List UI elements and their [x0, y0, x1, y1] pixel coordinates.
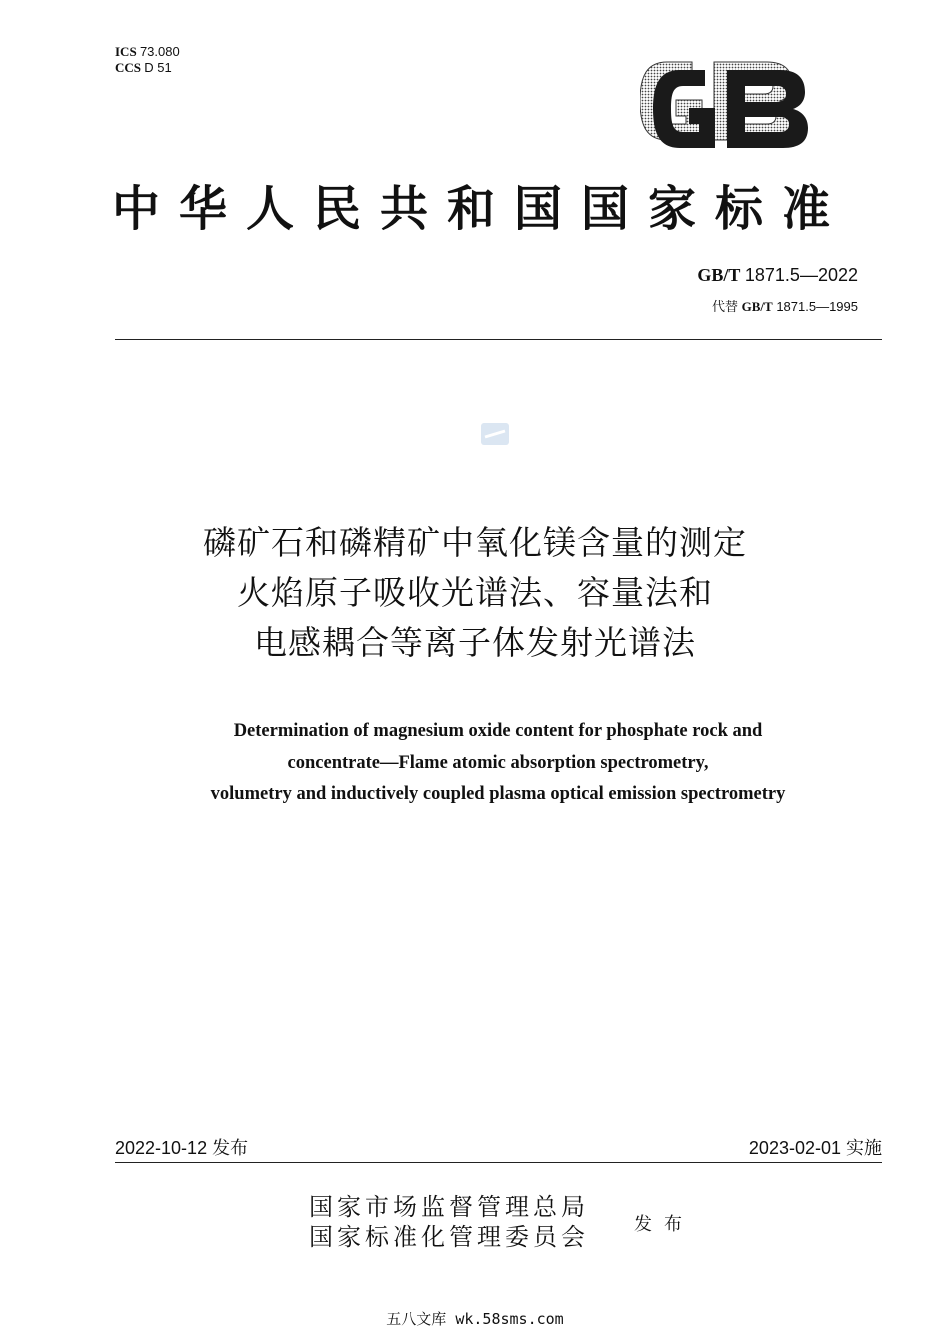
ccs-code: D 51 [144, 60, 172, 75]
footer-watermark: 五八文库 wk.58sms.com [386, 1310, 564, 1328]
issuer-1: 国家市场监督管理总局 [309, 1193, 589, 1221]
english-title-line-2: concentrate—Flame atomic absorption spectrometry, [287, 752, 709, 773]
english-title-line-3: volumetry and inductively coupled plasma optical emission spectrometry [210, 784, 786, 804]
english-title-line-1: Determination of magnesium oxide content for phosphate rock and [233, 721, 763, 741]
chinese-title [0, 518, 950, 668]
bottom-divider [115, 1162, 882, 1163]
ccs-label: CCS [115, 60, 142, 75]
replaces-prefix: GB/T [741, 299, 773, 314]
ics-line [115, 44, 180, 60]
issuer-2: 国家标准化管理委员会 [309, 1223, 589, 1251]
english-title [0, 716, 950, 811]
ccs-line [115, 60, 180, 76]
replaces-label: 代替 [711, 299, 738, 314]
standard-prefix: GB/T [697, 265, 741, 285]
chinese-title-line-1: 磷矿石和磷精矿中氧化镁含量的测定 [203, 523, 747, 562]
sac-watermark-icon [481, 423, 509, 445]
ics-code: 73.080 [139, 44, 180, 59]
top-divider [115, 339, 882, 340]
standard-code: 1871.5—2022 [744, 265, 858, 285]
chinese-title-line-3: 电感耦合等离子体发射光谱法 [254, 623, 696, 662]
logo-text: GB [640, 58, 642, 59]
implementation-date: 2023-02-01 实施 [748, 1138, 882, 1158]
standard-number [697, 265, 858, 286]
national-standard-title: 中华人民共和国国家标准 [112, 181, 850, 237]
issuing-organizations [309, 1192, 589, 1252]
ics-label: ICS [115, 44, 137, 59]
issue-date: 2022-10-12 发布 [115, 1138, 249, 1158]
classification-codes [115, 44, 180, 76]
chinese-title-line-2: 火焰原子吸收光谱法、容量法和 [237, 573, 713, 612]
issue-action: 发布 [634, 1214, 694, 1235]
gb-logo-icon [640, 58, 835, 153]
replaces-code: 1871.5—1995 [776, 299, 858, 314]
replaces-line [712, 296, 858, 315]
